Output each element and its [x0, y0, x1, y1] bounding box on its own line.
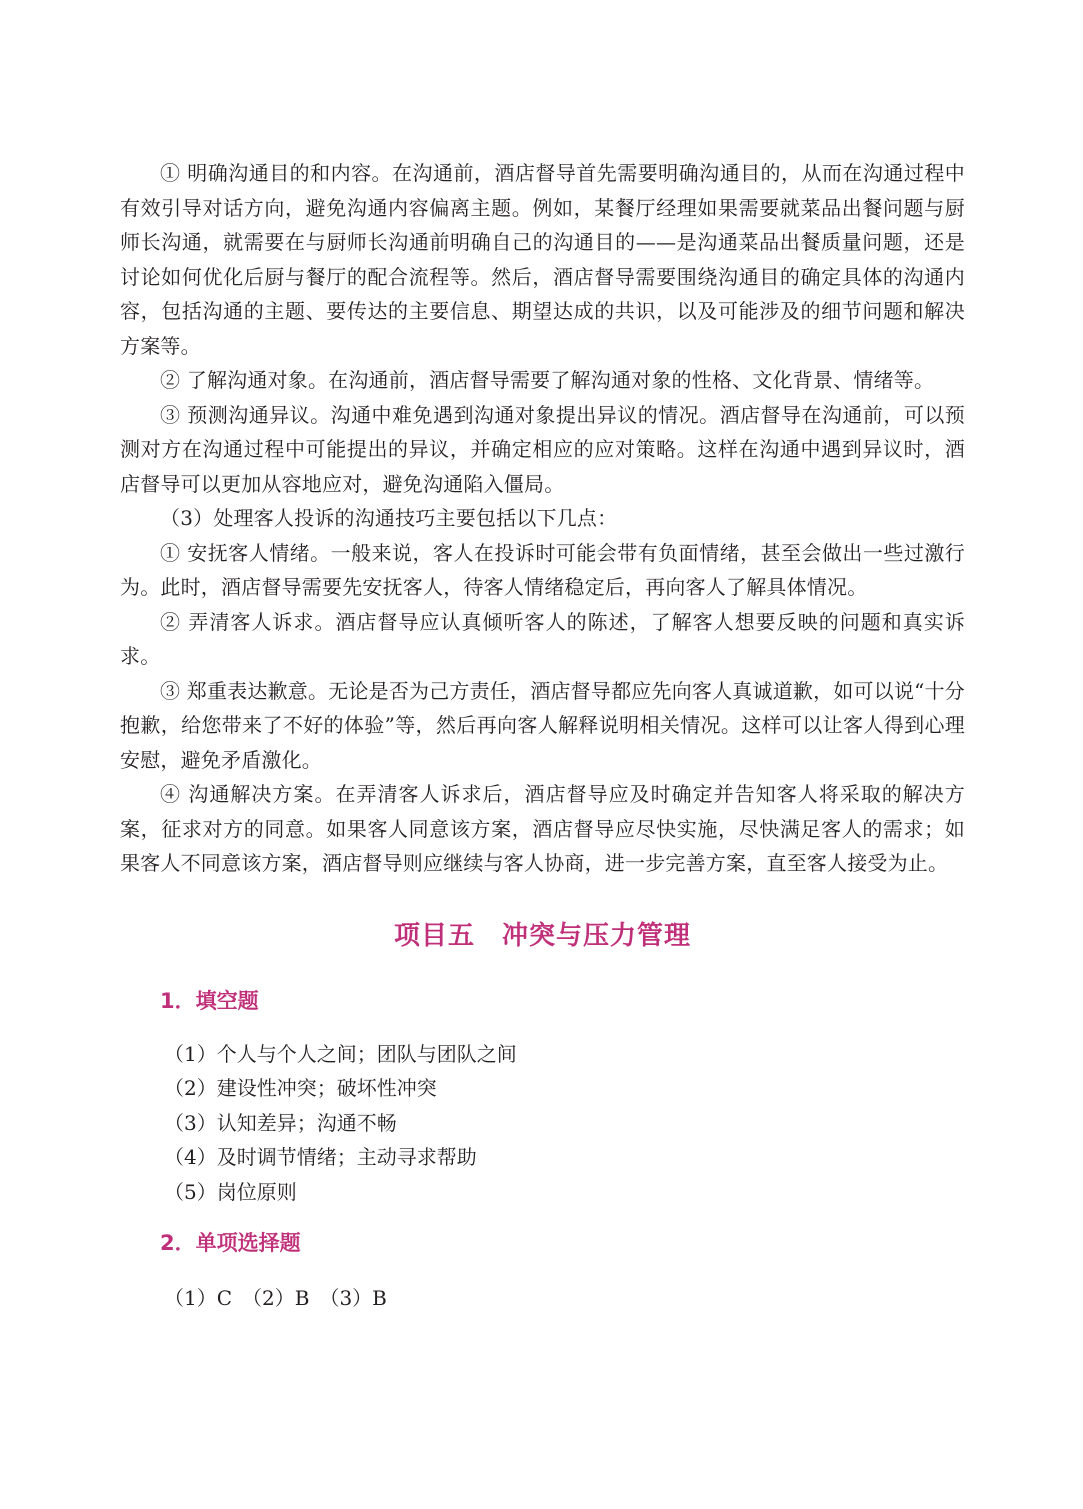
single-choice-heading: 2．单项选择题 [160, 1231, 301, 1255]
paragraph-apologize: ③ 郑重表达歉意。无论是否为己方责任，酒店督导都应先向客人真诚道歉，如可以说“十分抱歉，给您带来了不好的体验”等，然后再向客人解释说明相关情况。这样可以让客人得到心理安慰，避免矛盾激化。 [120, 678, 965, 772]
answer-item: （3）认知差异；沟通不畅 [164, 1110, 397, 1135]
page-content [120, 156, 965, 1316]
answer-item: （4）及时调节情绪；主动寻求帮助 [164, 1145, 477, 1169]
paragraph-solution: ④ 沟通解决方案。在弄清客人诉求后，酒店督导应及时确定并告知客人将采取的解决方案，征求对方的同意。如果客人同意该方案，酒店督导应尽快实施，尽快满足客人的需求；如果客人不同意该方案，酒店督导则应继续与客人协商，进一步完善方案，直至客人接受为止。 [120, 782, 965, 875]
answer-item: （5）岗位原则 [164, 1179, 297, 1204]
answer-item: （2）建设性冲突；破坏性冲突 [164, 1076, 437, 1100]
answer-item: （1）个人与个人之间；团队与团队之间 [164, 1041, 517, 1066]
paragraph-clarify-purpose: ① 明确沟通目的和内容。在沟通前，酒店督导首先需要明确沟通目的，从而在沟通过程中有效引导对话方向，避免沟通内容偏离主题。例如，某餐厅经理如果需要就菜品出餐问题与厨师长沟通，就需要在与厨师长沟通前明确自己的沟通目的——是沟通菜品出餐质量问题，还是讨论如何优化后厨与餐厅的配合流程等。然后，酒店督导需要围绕沟通目的确定具体的沟通内容，包括沟通的主题、要传达的主要信息、期望达成的共识，以及可能涉及的细节问题和解决方案等。 [120, 161, 965, 358]
paragraph-clarify-demands: ② 弄清客人诉求。酒店督导应认真倾听客人的陈述，了解客人想要反映的问题和真实诉求。 [120, 609, 965, 668]
paragraph-predict-objections: ③ 预测沟通异议。沟通中难免遇到沟通对象提出异议的情况。酒店督导在沟通前，可以预测对方在沟通过程中可能提出的异议，并确定相应的应对策略。这样在沟通中遇到异议时，酒店督导可以更加从容地应对，避免沟通陷入僵局。 [120, 402, 965, 496]
section-title: 项目五 冲突与压力管理 [393, 920, 691, 951]
fill-blank-answers [120, 1037, 965, 1210]
paragraph-complaint-intro: （3）处理客人投诉的沟通技巧主要包括以下几点： [160, 506, 618, 530]
fill-blank-heading: 1．填空题 [160, 988, 259, 1013]
paragraph-calm-guest: ① 安抚客人情绪。一般来说，客人在投诉时可能会带有负面情绪，甚至会做出一些过激行为。此时，酒店督导需要先安抚客人，待客人情绪稳定后，再向客人了解具体情况。 [120, 540, 965, 599]
single-choice-answers: （1）C （2）B （3）B [164, 1286, 387, 1310]
paragraph-understand-audience: ② 了解沟通对象。在沟通前，酒店督导需要了解沟通对象的性格、文化背景、情绪等。 [160, 368, 935, 392]
